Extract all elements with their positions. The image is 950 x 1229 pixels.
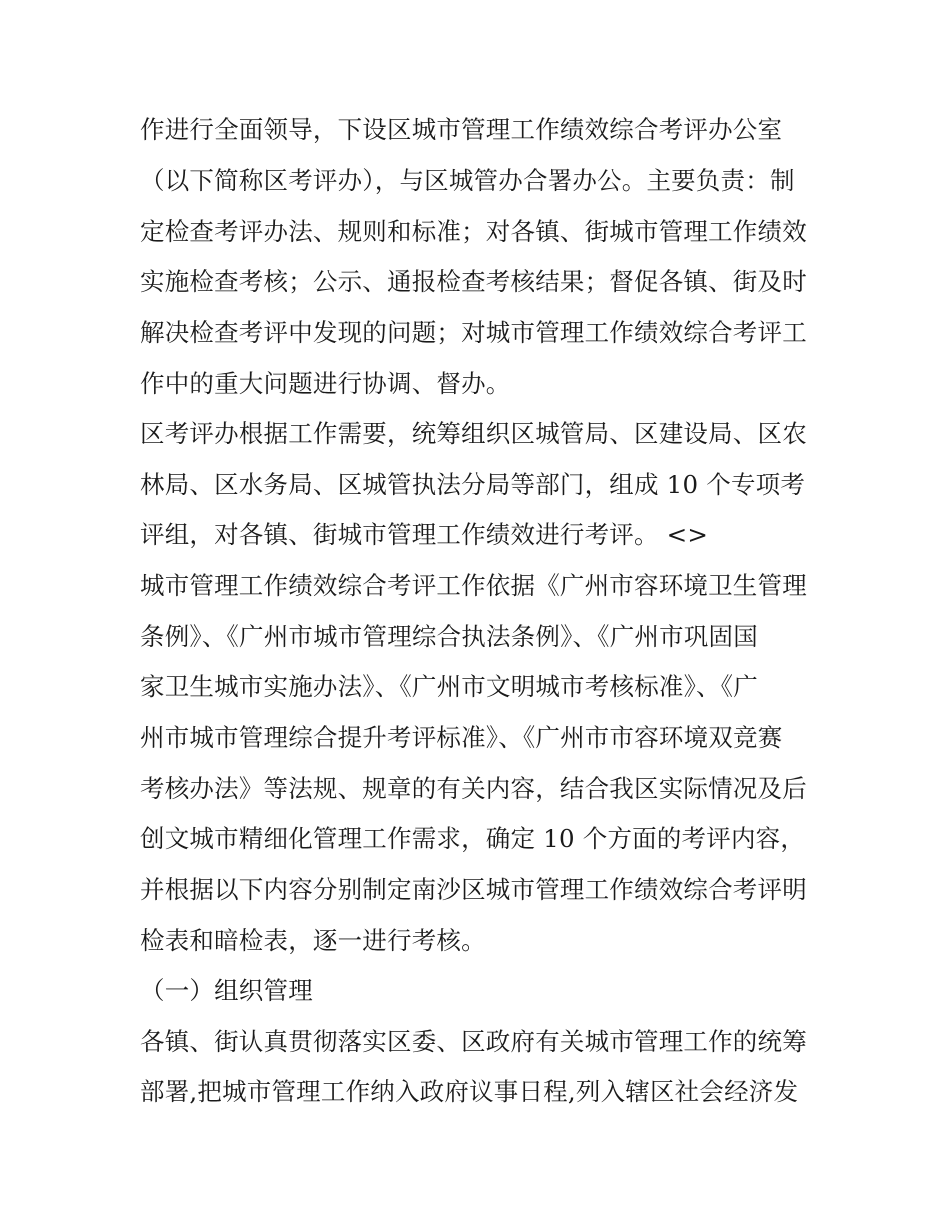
text-line: 创文城市精细化管理工作需求，确定 10 个方面的考评内容，	[140, 824, 806, 853]
section-heading: （一）组织管理	[140, 976, 313, 1005]
text-line: 城市管理工作绩效综合考评工作依据《广州市容环境卫生管理	[140, 571, 807, 600]
text-line: 部署,把城市管理工作纳入政府议事日程,列入辖区社会经济发	[140, 1077, 799, 1106]
text-line: 检表和暗检表，逐一进行考核。	[140, 926, 486, 955]
text-line: 区考评办根据工作需要，统筹组织区城管局、区建设局、区农	[140, 419, 807, 448]
text-line: 作进行全面领导，下设区城市管理工作绩效综合考评办公室	[140, 115, 783, 144]
text-line: 各镇、街认真贯彻落实区委、区政府有关城市管理工作的统筹	[140, 1027, 807, 1056]
text-line: 解决检查考评中发现的问题；对城市管理工作绩效综合考评工	[140, 318, 807, 347]
text-line: 实施检查考核；公示、通报检查考核结果；督促各镇、街及时	[140, 267, 807, 296]
text-line: 作中的重大问题进行协调、督办。	[140, 369, 511, 398]
text-line: 林局、区水务局、区城管执法分局等部门，组成 10 个专项考	[140, 470, 806, 499]
text-line: 条例》、《广州市城市管理综合执法条例》、《广州市巩固国	[140, 622, 758, 651]
text-line: 定检查考评办法、规则和标准；对各镇、街城市管理工作绩效	[140, 217, 807, 246]
text-line: 并根据以下内容分别制定南沙区城市管理工作绩效综合考评明	[140, 875, 807, 904]
text-line: 州市城市管理综合提升考评标准》、《广州市市容环境双竞赛	[140, 723, 783, 752]
text-line: 家卫生城市实施办法》、《广州市文明城市考核标准》、《广	[140, 672, 758, 701]
text-line: 评组，对各镇、街城市管理工作绩效进行考评。 <>	[140, 520, 709, 549]
text-line: （以下简称区考评办），与区城管办合署办公。主要负责：制	[140, 166, 795, 195]
text-line: 考核办法》等法规、规章的有关内容，结合我区实际情况及后	[140, 774, 807, 803]
